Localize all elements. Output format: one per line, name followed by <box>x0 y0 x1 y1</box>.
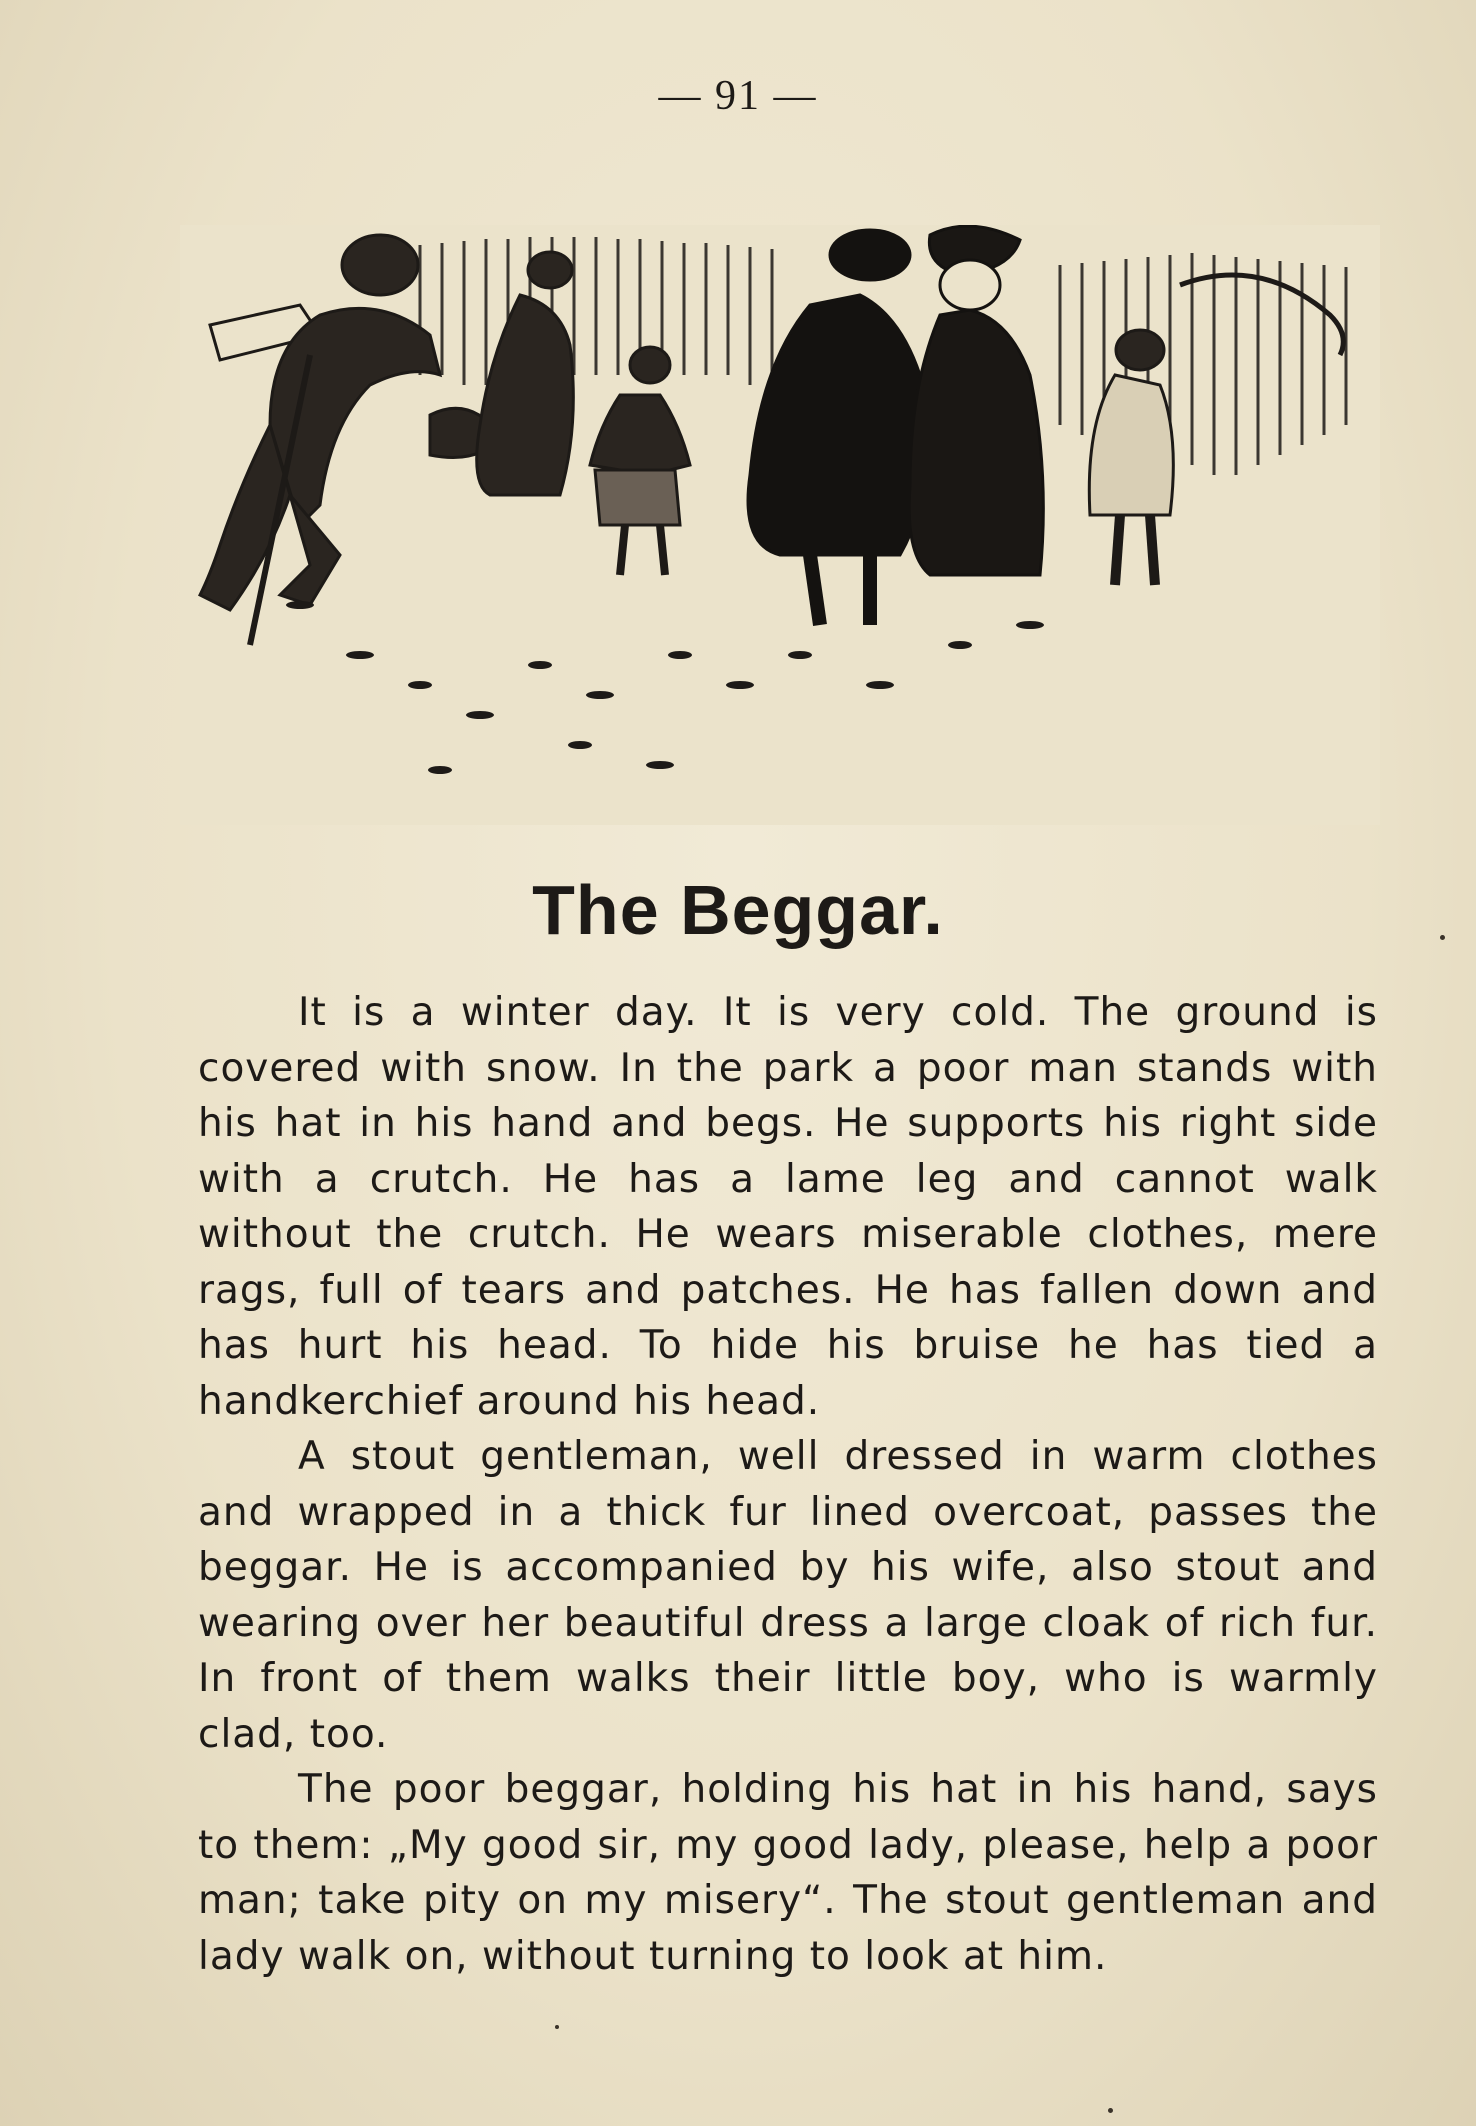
paragraph: It is a winter day. It is very cold. The ground is covered with snow. In the park a poor man stands with his hat in his hand and begs. He supports his right side with a crutch. He has a lame leg and cannot walk without the crutch. He wears miserable clothes, mere rags, full of tears and patches. He has fallen down and has hurt his head. To hide his bruise he has tied a handkerchief around his head. <box>198 990 1378 1424</box>
paragraph: A stout gentleman, well dressed in warm clothes and wrapped in a thick fur lined overcoat, passes the beggar. He is accompanied by his wife, also stout and wearing over her beautiful dress a large cloak of rich fur. In front of them walks their little boy, who is warmly clad, too. <box>198 1434 1378 1757</box>
story-title: The Beggar. <box>532 871 944 949</box>
page-number: — 91 — <box>658 73 818 119</box>
story-body <box>198 985 1378 1984</box>
paper-speck <box>1108 2108 1113 2113</box>
beggar-illustration <box>180 225 1380 825</box>
paper-speck <box>1440 935 1445 940</box>
paragraph: The poor beggar, holding his hat in his hand, says to them: „My good sir, my good lady, please, help a poor man; take pity on my misery“. The stout gentleman and lady walk on, without turning to look at him. <box>198 1767 1378 1979</box>
paper-speck <box>555 2025 559 2029</box>
